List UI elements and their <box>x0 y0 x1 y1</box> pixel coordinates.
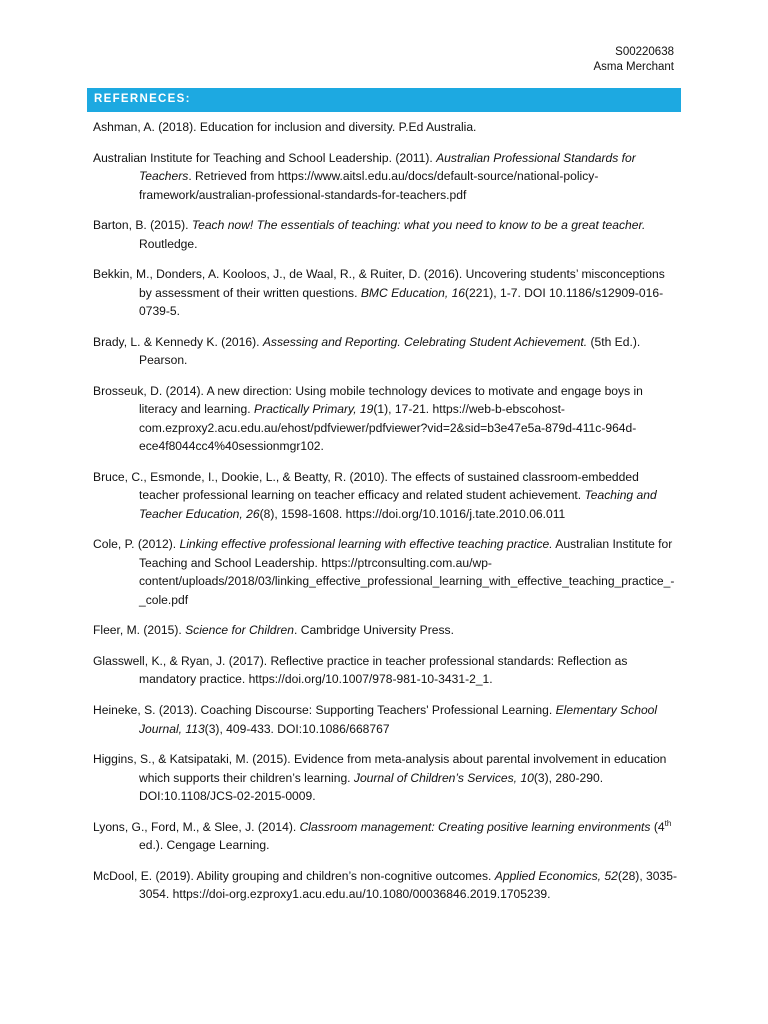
reference-text: McDool, E. (2019). Ability grouping and children’s non-cognitive outcomes. <box>93 868 495 883</box>
reference-text: Brosseuk, D. (2014). A new direction: Using mobile technology devices to motivate and engage boys in literacy and learning. <box>93 383 643 417</box>
reference-text: Australian Institute for Teaching and School Leadership. https://ptrconsulting.com.au/wp-content/uploads/2018/03/linking_effective_professional_learning_with_effective_teaching_practice_-_cole.pdf <box>139 537 675 607</box>
reference-italic-text: BMC Education, 16 <box>360 285 466 300</box>
reference-italic-text: Teach now! The essentials of teaching: what you need to know to be a great teacher. <box>191 218 646 233</box>
reference-entry <box>93 701 678 738</box>
reference-entry <box>93 818 678 855</box>
reference-italic-text: Science for Children <box>185 623 294 638</box>
reference-text: (3), 280-290. DOI:10.1108/JCS-02-2015-0009. <box>139 770 604 804</box>
student-id: S00220638 <box>615 46 674 58</box>
reference-entry <box>93 382 678 456</box>
reference-text: (8), 1598-1608. https://doi.org/10.1016/j.tate.2010.06.011 <box>259 506 566 521</box>
reference-italic-text: Practically Primary, 19 <box>253 402 374 417</box>
reference-italic-text: Applied Economics, 52 <box>494 868 618 883</box>
reference-entry <box>93 118 678 136</box>
reference-text: Ashman, A. (2018). Education for inclusion and diversity. P.Ed Australia. <box>93 120 477 134</box>
reference-text: Bruce, C., Esmonde, I., Dookie, L., & Beatty, R. (2010). The effects of sustained classroom-embedded teacher professional learning on teacher efficacy and related student achievement. <box>93 469 639 503</box>
reference-text: (1), 17-21. https://web-b-ebscohost-com.ezproxy2.acu.edu.au/ehost/pdfviewer/pdfviewer?vid=2&sid=b3e47e5a-879d-411c-964d-ece4f8044cc4%40sessionmgr102. <box>139 402 637 454</box>
reference-italic-text: Assessing and Reporting. Celebrating Student Achievement. <box>262 334 588 349</box>
references-heading: REFERNECES: <box>94 93 191 105</box>
reference-entry <box>93 149 678 204</box>
reference-text: Brady, L. & Kennedy K. (2016). <box>93 334 263 349</box>
reference-italic-text: Australian Professional Standards for Teachers <box>139 150 636 184</box>
reference-entry <box>93 867 678 904</box>
page-header <box>593 45 674 74</box>
reference-text: (3), 409-433. DOI:10.1086/668767 <box>204 721 390 736</box>
reference-text: Lyons, G., Ford, M., & Slee, J. (2014). <box>93 819 300 834</box>
reference-text: Barton, B. (2015). <box>93 218 192 233</box>
reference-entry <box>93 621 678 639</box>
reference-italic-text: Linking effective professional learning with effective teaching practice. <box>179 537 553 552</box>
reference-italic-text: Classroom management: Creating positive learning environments <box>299 819 651 834</box>
reference-text: (4 <box>650 819 665 834</box>
reference-italic-text: Journal of Children’s Services, 10 <box>353 770 534 785</box>
reference-italic-text: Elementary School Journal, 113 <box>139 703 658 736</box>
reference-text: Fleer, M. (2015). <box>93 623 186 638</box>
reference-entry <box>93 652 678 689</box>
reference-text: (221), 1-7. DOI 10.1186/s12909-016-0739-5. <box>139 285 664 319</box>
reference-text: Cole, P. (2012). <box>93 537 180 552</box>
reference-italic-text: Teaching and Teacher Education, 26 <box>139 488 657 521</box>
reference-entry <box>93 216 678 253</box>
reference-entry <box>93 750 678 805</box>
reference-text: th <box>664 818 672 828</box>
reference-text: . Cambridge University Press. <box>294 623 454 638</box>
reference-text: (28), 3035-3054. https://doi-org.ezproxy1.acu.edu.au/10.1080/00036846.2019.1705239. <box>139 868 677 902</box>
reference-entry <box>93 265 678 320</box>
reference-text: Heineke, S. (2013). Coaching Discourse: Supporting Teachers' Professional Learning. <box>93 703 556 718</box>
student-name: Asma Merchant <box>593 60 674 73</box>
reference-text: . Retrieved from https://www.aitsl.edu.au/docs/default-source/national-policy-framework/australian-professional-standards-for-teachers.pdf <box>139 169 599 202</box>
reference-text: Bekkin, M., Donders, A. Kooloos, J., de Waal, R., & Ruiter, D. (2016). Uncovering students’ misconceptions by assessment of their written questions. <box>93 267 665 300</box>
reference-text: ed.). Cengage Learning. <box>139 838 270 853</box>
references-heading-banner <box>87 88 681 112</box>
reference-text: Glasswell, K., & Ryan, J. (2017). Reflective practice in teacher professional standards: Reflection as mandatory practice. https://doi.org/10.1007/978-981-10-3431-2_1. <box>93 654 628 687</box>
reference-text: Higgins, S., & Katsipataki, M. (2015). Evidence from meta-analysis about parental involvement in education which supports their children’s learning. <box>93 752 667 785</box>
reference-entry <box>93 535 678 609</box>
reference-list <box>93 118 678 916</box>
reference-entry <box>93 333 678 370</box>
reference-text: (5th Ed.). Pearson. <box>139 334 641 368</box>
reference-text: Australian Institute for Teaching and School Leadership. (2011). <box>93 150 437 165</box>
reference-entry <box>93 468 678 523</box>
reference-text: Routledge. <box>139 236 198 251</box>
